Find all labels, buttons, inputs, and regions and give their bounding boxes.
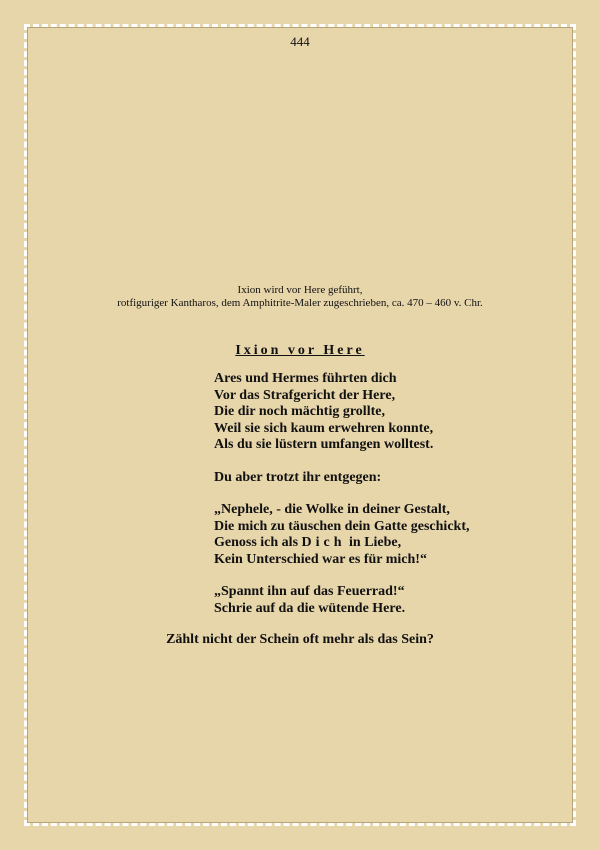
poem-line-part: in Liebe, — [345, 535, 402, 550]
poem-line: Weil sie sich kaum erwehren konnte, — [214, 420, 434, 436]
poem-line: Die dir noch mächtig grollte, — [214, 404, 385, 419]
stanza-4 — [214, 584, 405, 617]
poem-line: Vor das Strafgericht der Here, — [214, 387, 396, 403]
caption-line-1: Ixion wird vor Here geführt, — [237, 284, 363, 296]
stanza-1 — [214, 371, 433, 454]
stanza-2 — [214, 470, 381, 487]
poem-line: Als du sie lüstern umfangen wolltest. — [214, 437, 434, 452]
figure-image-area — [120, 60, 480, 275]
poem-line — [214, 535, 469, 552]
page-number: 444 — [290, 34, 310, 49]
poem-line: Kein Unterschied war es für mich!“ — [214, 551, 427, 567]
poem-line: Die mich zu täuschen dein Gatte geschickt, — [214, 518, 470, 534]
poem-line-emphasis: Dich — [301, 535, 346, 550]
poem-title: Ixion vor Here — [235, 343, 365, 358]
caption-line-2: rotfiguriger Kantharos, dem Amphitrite-Maler zugeschrieben, ca. 470 – 460 v. Chr. — [117, 297, 483, 309]
stanza-3 — [214, 502, 469, 568]
poem-line-part: Genoss ich als — [214, 535, 302, 550]
figure-caption — [0, 284, 600, 310]
poem-line: Du aber trotzt ihr entgegen: — [214, 470, 382, 485]
poem-line: Schrie auf da die wütende Here. — [214, 600, 406, 616]
poem-line: „Spannt ihn auf das Feuerrad!“ — [214, 584, 405, 599]
closing-line: Zählt nicht der Schein oft mehr als das Sein? — [166, 632, 434, 647]
poem-line: Ares und Hermes führten dich — [214, 371, 397, 386]
poem-line: „Nephele, - die Wolke in deiner Gestalt, — [214, 502, 450, 517]
